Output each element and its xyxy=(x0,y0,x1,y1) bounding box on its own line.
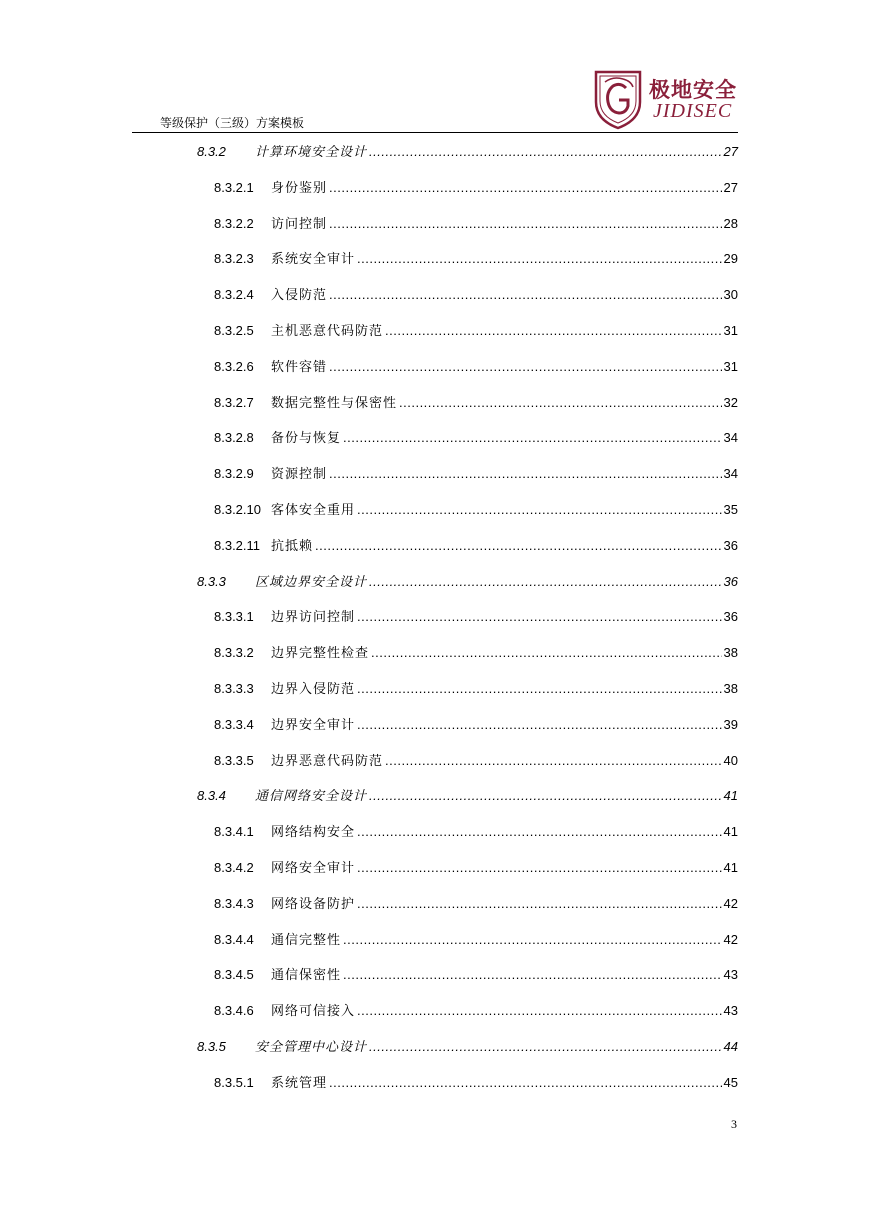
toc-entry-number: 8.3.2.10 xyxy=(214,502,261,517)
shield-logo-icon xyxy=(593,68,643,130)
toc-dot-leader xyxy=(329,358,722,376)
toc-entry-number: 8.3.4.3 xyxy=(214,896,254,911)
toc-entry[interactable] xyxy=(214,608,738,626)
toc-entry-title: 入侵防范 xyxy=(271,288,328,303)
toc-dot-leader xyxy=(399,394,722,412)
toc-entry-title: 主机恶意代码防范 xyxy=(271,324,384,339)
toc-dot-leader xyxy=(343,966,722,984)
toc-entry[interactable] xyxy=(214,322,738,340)
toc-entry-page: 35 xyxy=(723,502,738,517)
toc-entry-page: 42 xyxy=(723,932,738,947)
toc-entry-number: 8.3.2.6 xyxy=(214,359,254,374)
toc-entry-number: 8.3.2 xyxy=(197,144,226,159)
toc-entry-number: 8.3.4.1 xyxy=(214,824,254,839)
toc-entry-title: 通信网络安全设计 xyxy=(255,789,368,804)
toc-entry-number: 8.3.2.5 xyxy=(214,323,254,338)
logo-chinese-text: 极地安全 xyxy=(649,77,737,102)
toc-entry-page: 43 xyxy=(723,967,738,982)
toc-entry-title: 网络可信接入 xyxy=(271,1004,356,1019)
toc-entry[interactable] xyxy=(214,752,738,770)
toc-entry-page: 38 xyxy=(723,681,738,696)
toc-entry[interactable] xyxy=(214,429,738,447)
toc-entry-page: 40 xyxy=(723,753,738,768)
toc-entry-number: 8.3.2.1 xyxy=(214,180,254,195)
toc-dot-leader xyxy=(329,465,722,483)
toc-entry-number: 8.3.3.2 xyxy=(214,645,254,660)
toc-entry-title: 计算环境安全设计 xyxy=(255,145,368,160)
toc-entry[interactable] xyxy=(214,680,738,698)
toc-entry-page: 41 xyxy=(723,788,738,803)
toc-entry-page: 38 xyxy=(723,645,738,660)
toc-entry-number: 8.3.3.4 xyxy=(214,717,254,732)
toc-entry-title: 边界安全审计 xyxy=(271,718,356,733)
logo-english-text: JIDISEC xyxy=(653,100,733,122)
toc-entry[interactable] xyxy=(197,143,738,161)
toc-entry-title: 网络设备防护 xyxy=(271,897,356,912)
toc-entry-title: 客体安全重用 xyxy=(271,503,356,518)
toc-dot-leader xyxy=(371,644,722,662)
toc-dot-leader xyxy=(357,895,722,913)
toc-entry-title: 系统安全审计 xyxy=(271,252,356,267)
toc-entry-number: 8.3.2.7 xyxy=(214,395,254,410)
toc-entry[interactable] xyxy=(214,1002,738,1020)
toc-entry[interactable] xyxy=(214,465,738,483)
toc-entry-page: 44 xyxy=(723,1039,738,1054)
toc-entry-page: 45 xyxy=(723,1075,738,1090)
toc-entry-number: 8.3.2.8 xyxy=(214,430,254,445)
toc-dot-leader xyxy=(357,250,722,268)
toc-entry-number: 8.3.5 xyxy=(197,1039,226,1054)
toc-entry-page: 27 xyxy=(723,144,738,159)
toc-entry[interactable] xyxy=(214,895,738,913)
toc-entry[interactable] xyxy=(214,286,738,304)
toc-entry-page: 34 xyxy=(723,466,738,481)
toc-entry-title: 区域边界安全设计 xyxy=(255,575,368,590)
toc-entry-number: 8.3.3 xyxy=(197,574,226,589)
toc-entry-page: 43 xyxy=(723,1003,738,1018)
toc-entry-title: 网络安全审计 xyxy=(271,861,356,876)
toc-entry[interactable] xyxy=(214,215,738,233)
toc-dot-leader xyxy=(329,286,722,304)
toc-entry-page: 39 xyxy=(723,717,738,732)
toc-dot-leader xyxy=(385,752,722,770)
toc-entry-number: 8.3.4.5 xyxy=(214,967,254,982)
toc-entry-page: 41 xyxy=(723,824,738,839)
toc-entry-title: 抗抵赖 xyxy=(271,539,314,554)
toc-entry-number: 8.3.3.1 xyxy=(214,609,254,624)
toc-entry-page: 27 xyxy=(723,180,738,195)
toc-entry-page: 34 xyxy=(723,430,738,445)
toc-entry-number: 8.3.4.6 xyxy=(214,1003,254,1018)
toc-entry-page: 41 xyxy=(723,860,738,875)
toc-dot-leader xyxy=(343,931,722,949)
toc-entry-title: 边界入侵防范 xyxy=(271,682,356,697)
toc-entry[interactable] xyxy=(214,537,738,555)
toc-dot-leader xyxy=(369,1038,722,1056)
toc-entry[interactable] xyxy=(197,573,738,591)
toc-entry[interactable] xyxy=(197,787,738,805)
toc-entry-number: 8.3.2.2 xyxy=(214,216,254,231)
toc-dot-leader xyxy=(369,573,722,591)
header-title: 等级保护（三级）方案模板 xyxy=(160,116,305,130)
toc-entry[interactable] xyxy=(214,716,738,734)
toc-entry[interactable] xyxy=(214,501,738,519)
toc-dot-leader xyxy=(329,179,722,197)
toc-dot-leader xyxy=(357,823,722,841)
toc-entry-page: 30 xyxy=(723,287,738,302)
toc-entry-title: 边界访问控制 xyxy=(271,610,356,625)
toc-entry-page: 29 xyxy=(723,251,738,266)
toc-entry-title: 网络结构安全 xyxy=(271,825,356,840)
company-logo xyxy=(593,68,743,132)
toc-dot-leader xyxy=(357,859,722,877)
toc-entry[interactable] xyxy=(214,179,738,197)
toc-entry-page: 36 xyxy=(723,609,738,624)
toc-dot-leader xyxy=(343,429,722,447)
toc-dot-leader xyxy=(369,787,722,805)
header-divider xyxy=(132,132,738,133)
toc-entry-number: 8.3.4 xyxy=(197,788,226,803)
toc-entry-number: 8.3.2.11 xyxy=(214,538,261,553)
toc-entry[interactable] xyxy=(214,966,738,984)
toc-dot-leader xyxy=(315,537,722,555)
toc-entry-title: 资源控制 xyxy=(271,467,328,482)
toc-dot-leader xyxy=(357,608,722,626)
toc-entry-title: 数据完整性与保密性 xyxy=(271,396,398,411)
toc-entry-page: 31 xyxy=(723,323,738,338)
toc-entry[interactable] xyxy=(197,1038,738,1056)
toc-entry[interactable] xyxy=(214,358,738,376)
toc-entry[interactable] xyxy=(214,394,738,412)
toc-dot-leader xyxy=(357,716,722,734)
toc-entry-number: 8.3.3.3 xyxy=(214,681,254,696)
toc-entry-number: 8.3.4.4 xyxy=(214,932,254,947)
toc-entry-number: 8.3.2.4 xyxy=(214,287,254,302)
toc-entry[interactable] xyxy=(214,931,738,949)
toc-entry-number: 8.3.2.3 xyxy=(214,251,254,266)
toc-entry[interactable] xyxy=(214,1074,738,1092)
toc-entry-title: 边界恶意代码防范 xyxy=(271,754,384,769)
toc-entry-title: 通信完整性 xyxy=(271,933,342,948)
toc-dot-leader xyxy=(357,501,722,519)
page-number: 3 xyxy=(731,1117,737,1131)
toc-entry-page: 36 xyxy=(723,538,738,553)
toc-entry-number: 8.3.2.9 xyxy=(214,466,254,481)
toc-entry-title: 备份与恢复 xyxy=(271,431,342,446)
toc-entry-number: 8.3.4.2 xyxy=(214,860,254,875)
toc-entry[interactable] xyxy=(214,823,738,841)
toc-entry-title: 安全管理中心设计 xyxy=(255,1040,368,1055)
toc-entry-page: 32 xyxy=(723,395,738,410)
toc-dot-leader xyxy=(329,215,722,233)
toc-entry[interactable] xyxy=(214,250,738,268)
toc-entry-title: 软件容错 xyxy=(271,360,328,375)
toc-entry-title: 通信保密性 xyxy=(271,968,342,983)
toc-entry[interactable] xyxy=(214,644,738,662)
toc-entry-page: 31 xyxy=(723,359,738,374)
toc-entry-title: 系统管理 xyxy=(271,1076,328,1091)
toc-entry-page: 36 xyxy=(723,574,738,589)
toc-entry-title: 身份鉴别 xyxy=(271,181,328,196)
toc-dot-leader xyxy=(385,322,722,340)
toc-entry-number: 8.3.5.1 xyxy=(214,1075,254,1090)
toc-entry-title: 访问控制 xyxy=(271,217,328,232)
toc-dot-leader xyxy=(357,1002,722,1020)
toc-dot-leader xyxy=(357,680,722,698)
toc-dot-leader xyxy=(329,1074,722,1092)
toc-entry-title: 边界完整性检查 xyxy=(271,646,370,661)
toc-entry-number: 8.3.3.5 xyxy=(214,753,254,768)
toc-entry-page: 42 xyxy=(723,896,738,911)
toc-entry[interactable] xyxy=(214,859,738,877)
toc-dot-leader xyxy=(369,143,722,161)
toc-entry-page: 28 xyxy=(723,216,738,231)
